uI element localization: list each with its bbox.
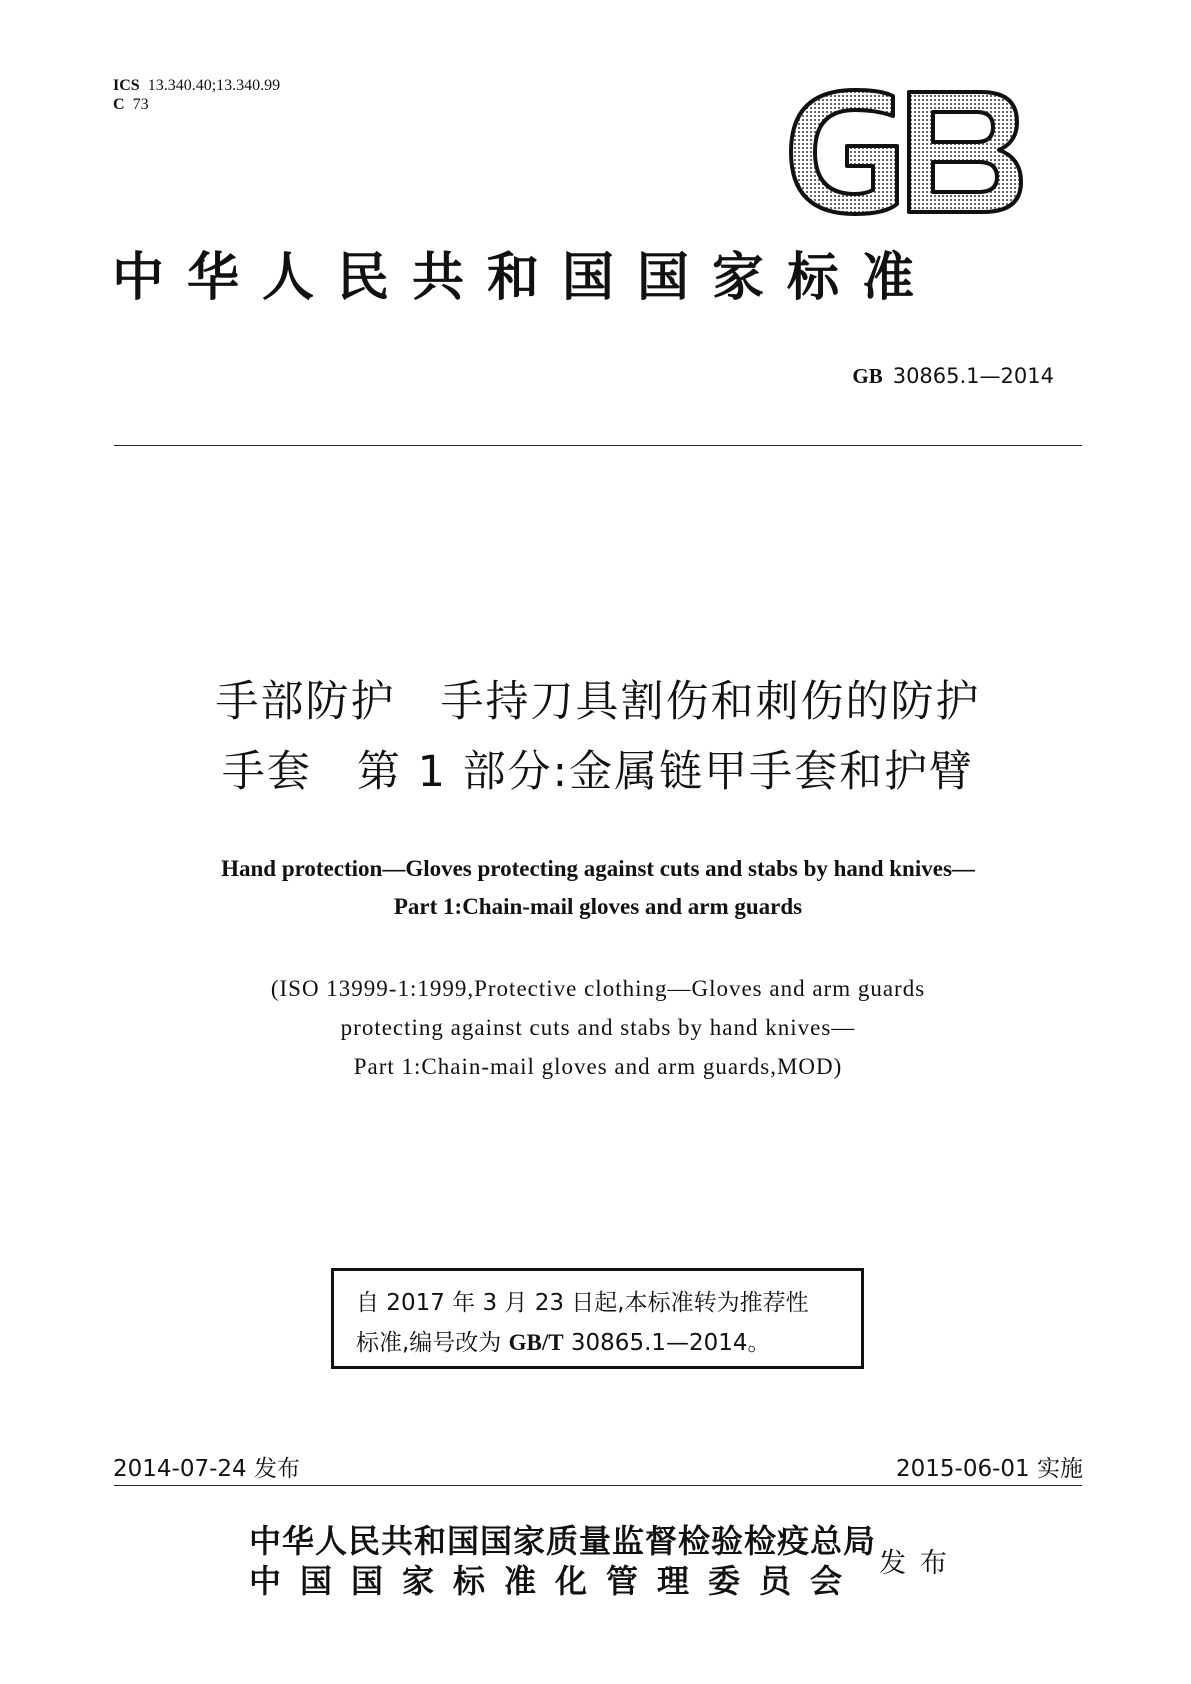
iso-reference-line-3: Part 1:Chain-mail gloves and arm guards,MOD) <box>353 1054 843 1079</box>
chinese-title-line-1: 手部防护 手持刀具割伤和刺伤的防护 <box>215 677 981 727</box>
issuer-line-2: 中国国家标准化管理委员会 <box>249 1562 862 1600</box>
notice-new-code: GB/T <box>508 1330 564 1355</box>
notice-box <box>331 1268 864 1369</box>
gb-logo-text <box>1025 86 1026 87</box>
gb-logo <box>785 86 1025 218</box>
ics-codes: 13.340.40;13.340.99 <box>147 77 281 94</box>
notice-line-1: 自 2017 年 3 月 23 日起,本标准转为推荐性 <box>356 1290 809 1316</box>
ics-line <box>113 76 280 95</box>
top-divider <box>114 445 1082 446</box>
class-code: 73 <box>132 96 149 113</box>
english-title-line-2: Part 1:Chain-mail gloves and arm guards <box>393 894 803 919</box>
iso-reference-line-2: protecting against cuts and stabs by hand knives— <box>340 1015 856 1040</box>
ics-block <box>113 76 280 114</box>
notice-line-2-end: 30865.1—2014。 <box>563 1330 771 1356</box>
publish-label: 发布 <box>879 1548 961 1579</box>
national-standard-title: 中华人民共和国国家标准 <box>112 247 938 308</box>
bottom-divider <box>114 1485 1082 1486</box>
standard-prefix: GB <box>852 364 883 388</box>
iso-reference-line-1: (ISO 13999-1:1999,Protective clothing—Gloves and arm guards <box>270 976 926 1001</box>
standard-code: 30865.1—2014 <box>892 364 1054 388</box>
effective-date: 2015-06-01 实施 <box>896 1456 1083 1482</box>
class-label: C <box>113 96 125 113</box>
issuer-line-1: 中华人民共和国国家质量监督检验检疫总局 <box>249 1522 877 1560</box>
issue-date: 2014-07-24 发布 <box>113 1456 300 1482</box>
standard-number <box>852 364 1054 389</box>
gb-logo-graphic <box>785 86 1025 218</box>
ics-label: ICS <box>113 77 140 94</box>
class-line <box>113 95 280 114</box>
notice-line-2-start: 标准,编号改为 <box>356 1330 509 1356</box>
chinese-title-line-2: 手套 第 1 部分:金属链甲手套和护臂 <box>221 747 975 797</box>
notice-line-2 <box>356 1323 839 1363</box>
english-title-line-1: Hand protection—Gloves protecting against cuts and stabs by hand knives— <box>221 856 975 881</box>
